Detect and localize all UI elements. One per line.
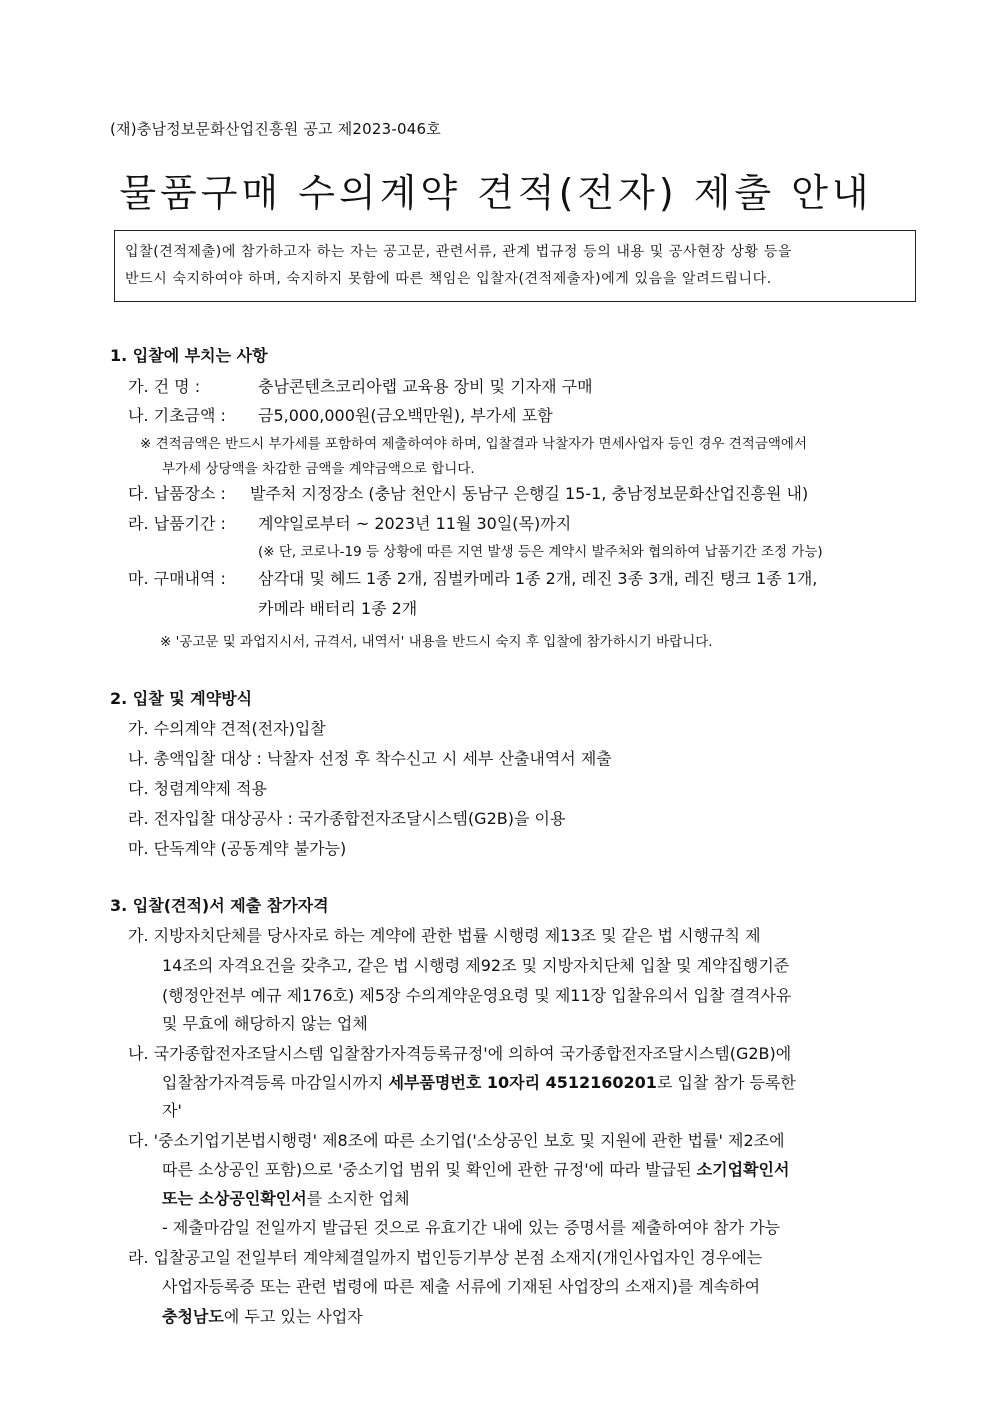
s3-na-line-2a: 입찰참가자격등록 마감일시까지 bbox=[162, 1073, 389, 1092]
s1-ra-value: 계약일로부터 ~ 2023년 11월 30일(목)까지 bbox=[258, 514, 572, 533]
s3-da-line-3b: 를 소지한 업체 bbox=[306, 1189, 410, 1208]
s3-ra-line-1: 라. 입찰공고일 전일부터 계약체결일까지 법인등기부상 본점 소재지(개인사업자인 경우에는 bbox=[128, 1248, 763, 1267]
s3-ga-line-4: 및 무효에 해당하지 않는 업체 bbox=[162, 1014, 368, 1033]
intro-line-2: 반드시 숙지하여야 하며, 숙지하지 못함에 따른 책임은 입찰자(견적제출자)에게 있음을 알려드립니다. bbox=[125, 271, 772, 287]
s3-ra-line-3 bbox=[162, 1304, 363, 1327]
s2-item-na: 나. 총액입찰 대상 : 낙찰자 선정 후 착수신고 시 세부 산출내역서 제출 bbox=[128, 749, 612, 768]
section-3-heading: 3. 입찰(견적)서 제출 참가자격 bbox=[110, 896, 329, 915]
s3-da-line-3a: 또는 소상공인확인서 bbox=[162, 1189, 307, 1208]
s1-ma-value-1: 삼각대 및 헤드 1종 2개, 짐벌카메라 1종 2개, 레진 3종 3개, 레진 탱크 1종 1개, bbox=[258, 569, 818, 588]
intro-notice-box bbox=[114, 230, 916, 302]
s3-ra-line-2: 사업자등록증 또는 관련 법령에 따른 제출 서류에 기재된 사업장의 소재지)를 계속하여 bbox=[162, 1277, 761, 1296]
s1-ma-value-2: 카메라 배터리 1종 2개 bbox=[258, 599, 418, 618]
s2-item-da: 다. 청렴계약제 적용 bbox=[128, 779, 267, 798]
s3-da-line-4: - 제출마감일 전일까지 발급된 것으로 유효기간 내에 있는 증명서를 제출하여야 참가 가능 bbox=[162, 1218, 781, 1237]
s3-na-line-2c: 로 입찰 참가 등록한 bbox=[656, 1073, 796, 1092]
s3-ga-line-2: 14조의 자격요건을 갖추고, 같은 법 시행령 제92조 및 지방자치단체 입찰 및 계약집행기준 bbox=[162, 956, 790, 975]
s1-da-value: 발주처 지정장소 (충남 천안시 동남구 은행길 15-1, 충남정보문화산업진흥원 내) bbox=[250, 484, 809, 503]
s3-da-line-3 bbox=[162, 1186, 410, 1209]
section-1-heading: 1. 입찰에 부치는 사항 bbox=[110, 346, 268, 365]
s1-ra-label: 라. 납품기간 : bbox=[128, 514, 226, 533]
s3-na-line-1: 나. 국가종합전자조달시스템 입찰참가자격등록규정'에 의하여 국가종합전자조달시스템(G2B)에 bbox=[128, 1044, 792, 1063]
s1-final-note: ※ '공고문 및 과업지시서, 규격서, 내역서' 내용을 반드시 숙지 후 입찰에 참가하시기 바랍니다. bbox=[160, 634, 713, 650]
s1-na-note-1: ※ 견적금액은 반드시 부가세를 포함하여 제출하여야 하며, 입찰결과 낙찰자가 면세사업자 등인 경우 견적금액에서 bbox=[140, 436, 807, 452]
s1-ma-label: 마. 구매내역 : bbox=[128, 569, 226, 588]
s3-da-line-2a: 따른 소상공인 포함)으로 '중소기업 범위 및 확인에 관한 규정'에 따라 발급된 bbox=[162, 1160, 697, 1179]
s1-na-label: 나. 기초금액 : bbox=[128, 406, 226, 425]
page-title: 물품구매 수의계약 견적(전자) 제출 안내 bbox=[119, 171, 873, 215]
s3-da-line-2b: 소기업확인서 bbox=[696, 1160, 790, 1179]
s3-da-line-1: 다. '중소기업기본법시행령' 제8조에 따른 소기업('소상공인 보호 및 지원에 관한 법률' 제2조에 bbox=[128, 1131, 785, 1150]
s1-ga-value: 충남콘텐츠코리아랩 교육용 장비 및 기자재 구매 bbox=[258, 377, 593, 396]
intro-line-1: 입찰(견적제출)에 참가하고자 하는 자는 공고문, 관련서류, 관계 법규정 등의 내용 및 공사현장 상황 등을 bbox=[125, 244, 792, 260]
s2-item-ma: 마. 단독계약 (공동계약 불가능) bbox=[128, 839, 347, 858]
s1-ga-label: 가. 건 명 : bbox=[128, 377, 201, 396]
s3-ga-line-1: 가. 지방자치단체를 당사자로 하는 계약에 관한 법률 시행령 제13조 및 같은 법 시행규칙 제 bbox=[128, 926, 761, 945]
s3-ga-line-3: (행정안전부 예규 제176호) 제5장 수의계약운영요령 및 제11장 입찰유의서 입찰 결격사유 bbox=[162, 986, 792, 1005]
s3-ra-line-3b: 에 두고 있는 사업자 bbox=[223, 1307, 363, 1326]
section-2-heading: 2. 입찰 및 계약방식 bbox=[110, 689, 253, 708]
s3-na-line-3: 자' bbox=[162, 1101, 182, 1120]
s3-na-line-2 bbox=[162, 1070, 796, 1093]
s1-na-value: 금5,000,000원(금오백만원), 부가세 포함 bbox=[258, 406, 553, 425]
s2-item-ra: 라. 전자입찰 대상공사 : 국가종합전자조달시스템(G2B)을 이용 bbox=[128, 809, 566, 828]
s1-ra-note: (※ 단, 코로나-19 등 상황에 따른 지연 발생 등은 계약시 발주처와 협의하여 납품기간 조정 가능) bbox=[258, 544, 823, 560]
s3-ra-line-3a: 충청남도 bbox=[162, 1307, 224, 1326]
notice-number: (재)충남정보문화산업진흥원 공고 제2023-046호 bbox=[110, 120, 441, 138]
s3-na-line-2b: 세부품명번호 10자리 4512160201 bbox=[388, 1073, 657, 1092]
s1-na-note-2: 부가세 상당액을 차감한 금액을 계약금액으로 합니다. bbox=[162, 461, 475, 477]
s2-item-ga: 가. 수의계약 견적(전자)입찰 bbox=[128, 719, 326, 738]
s3-da-line-2 bbox=[162, 1157, 789, 1180]
s1-da-label: 다. 납품장소 : bbox=[128, 484, 226, 503]
